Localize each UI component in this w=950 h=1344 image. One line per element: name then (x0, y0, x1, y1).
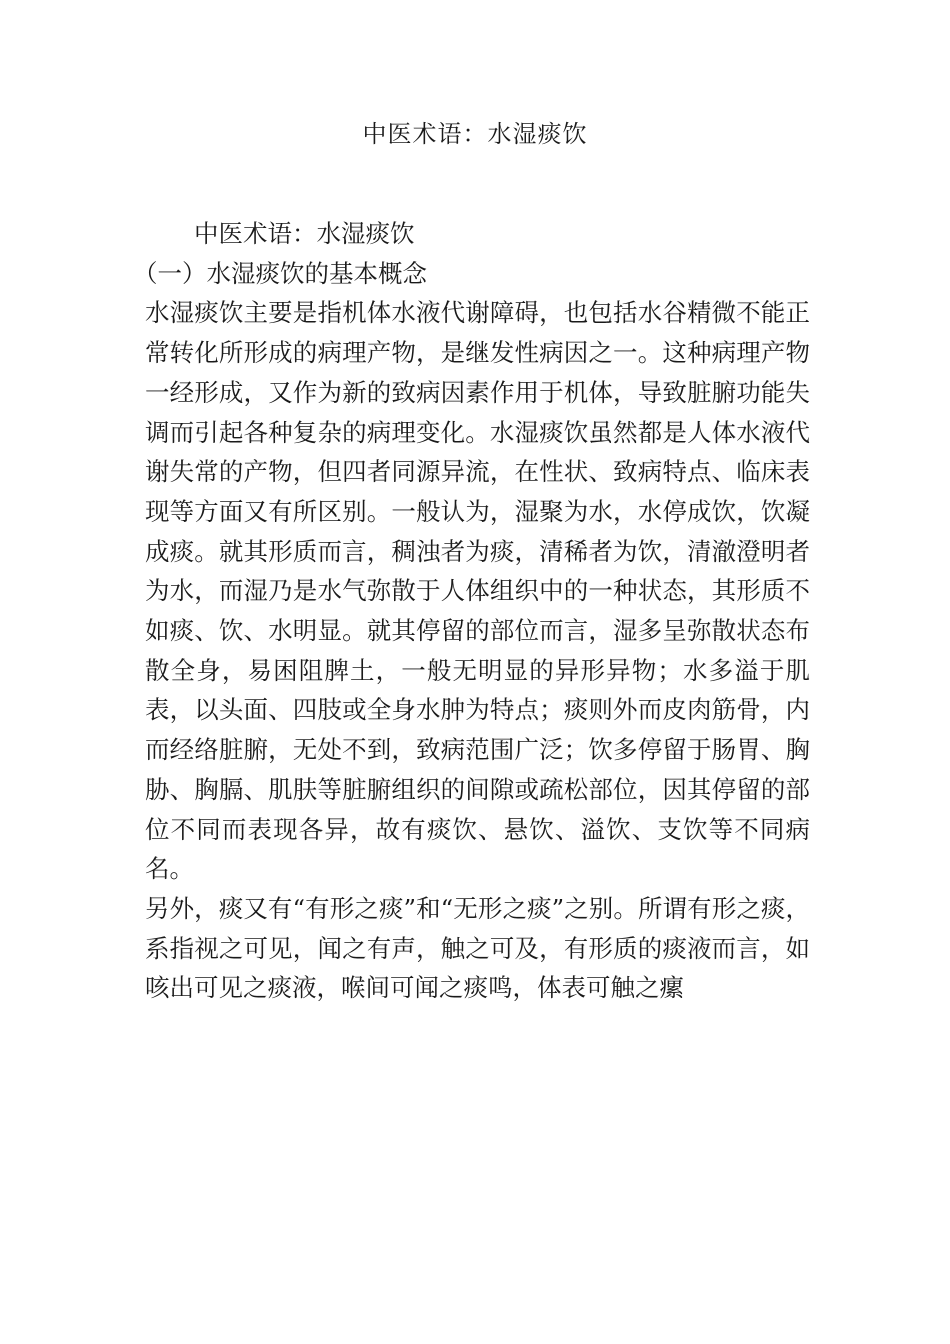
document-subtitle: 中医术语：水湿痰饮 (194, 219, 415, 248)
paragraph: 另外，痰又有“有形之痰”和“无形之痰”之别。所谓有形之痰，系指视之可见，闻之有声，触之可及，有形质的痰液而言，如咳出可见之痰液，喉间可闻之痰鸣，体表可触之瘰 (145, 893, 810, 1003)
paragraph: 水湿痰饮主要是指机体水液代谢障碍，也包括水谷精微不能正常转化所形成的病理产物，是继发性病因之一。这种病理产物一经形成，又作为新的致病因素作用于机体，导致脏腑功能失调而引起各种复杂的病理变化。水湿痰饮虽然都是人体水液代谢失常的产物，但四者同源异流，在性状、致病特点、临床表现等方面又有所区别。一般认为，湿聚为水，水停成饮，饮凝成痰。就其形质而言，稠浊者为痰，清稀者为饮，清澈澄明者为水，而湿乃是水气弥散于人体组织中的一种状态，其形质不如痰、饮、水明显。就其停留的部位而言，湿多呈弥散状态布散全身，易困阻脾土，一般无明显的异形异物；水多溢于肌表，以头面、四肢或全身水肿为特点；痰则外而皮肉筋骨，内而经络脏腑，无处不到，致病范围广泛；饮多停留于肠胃、胸胁、胸膈、肌肤等脏腑组织的间隙或疏松部位，因其停留的部位不同而表现各异，故有痰饮、悬饮、溢饮、支饮等不同病名。 (145, 298, 810, 884)
section-heading: （一）水湿痰饮的基本概念 (133, 258, 427, 288)
document-title: 中医术语：水湿痰饮 (362, 120, 588, 148)
document-body (133, 214, 810, 1008)
